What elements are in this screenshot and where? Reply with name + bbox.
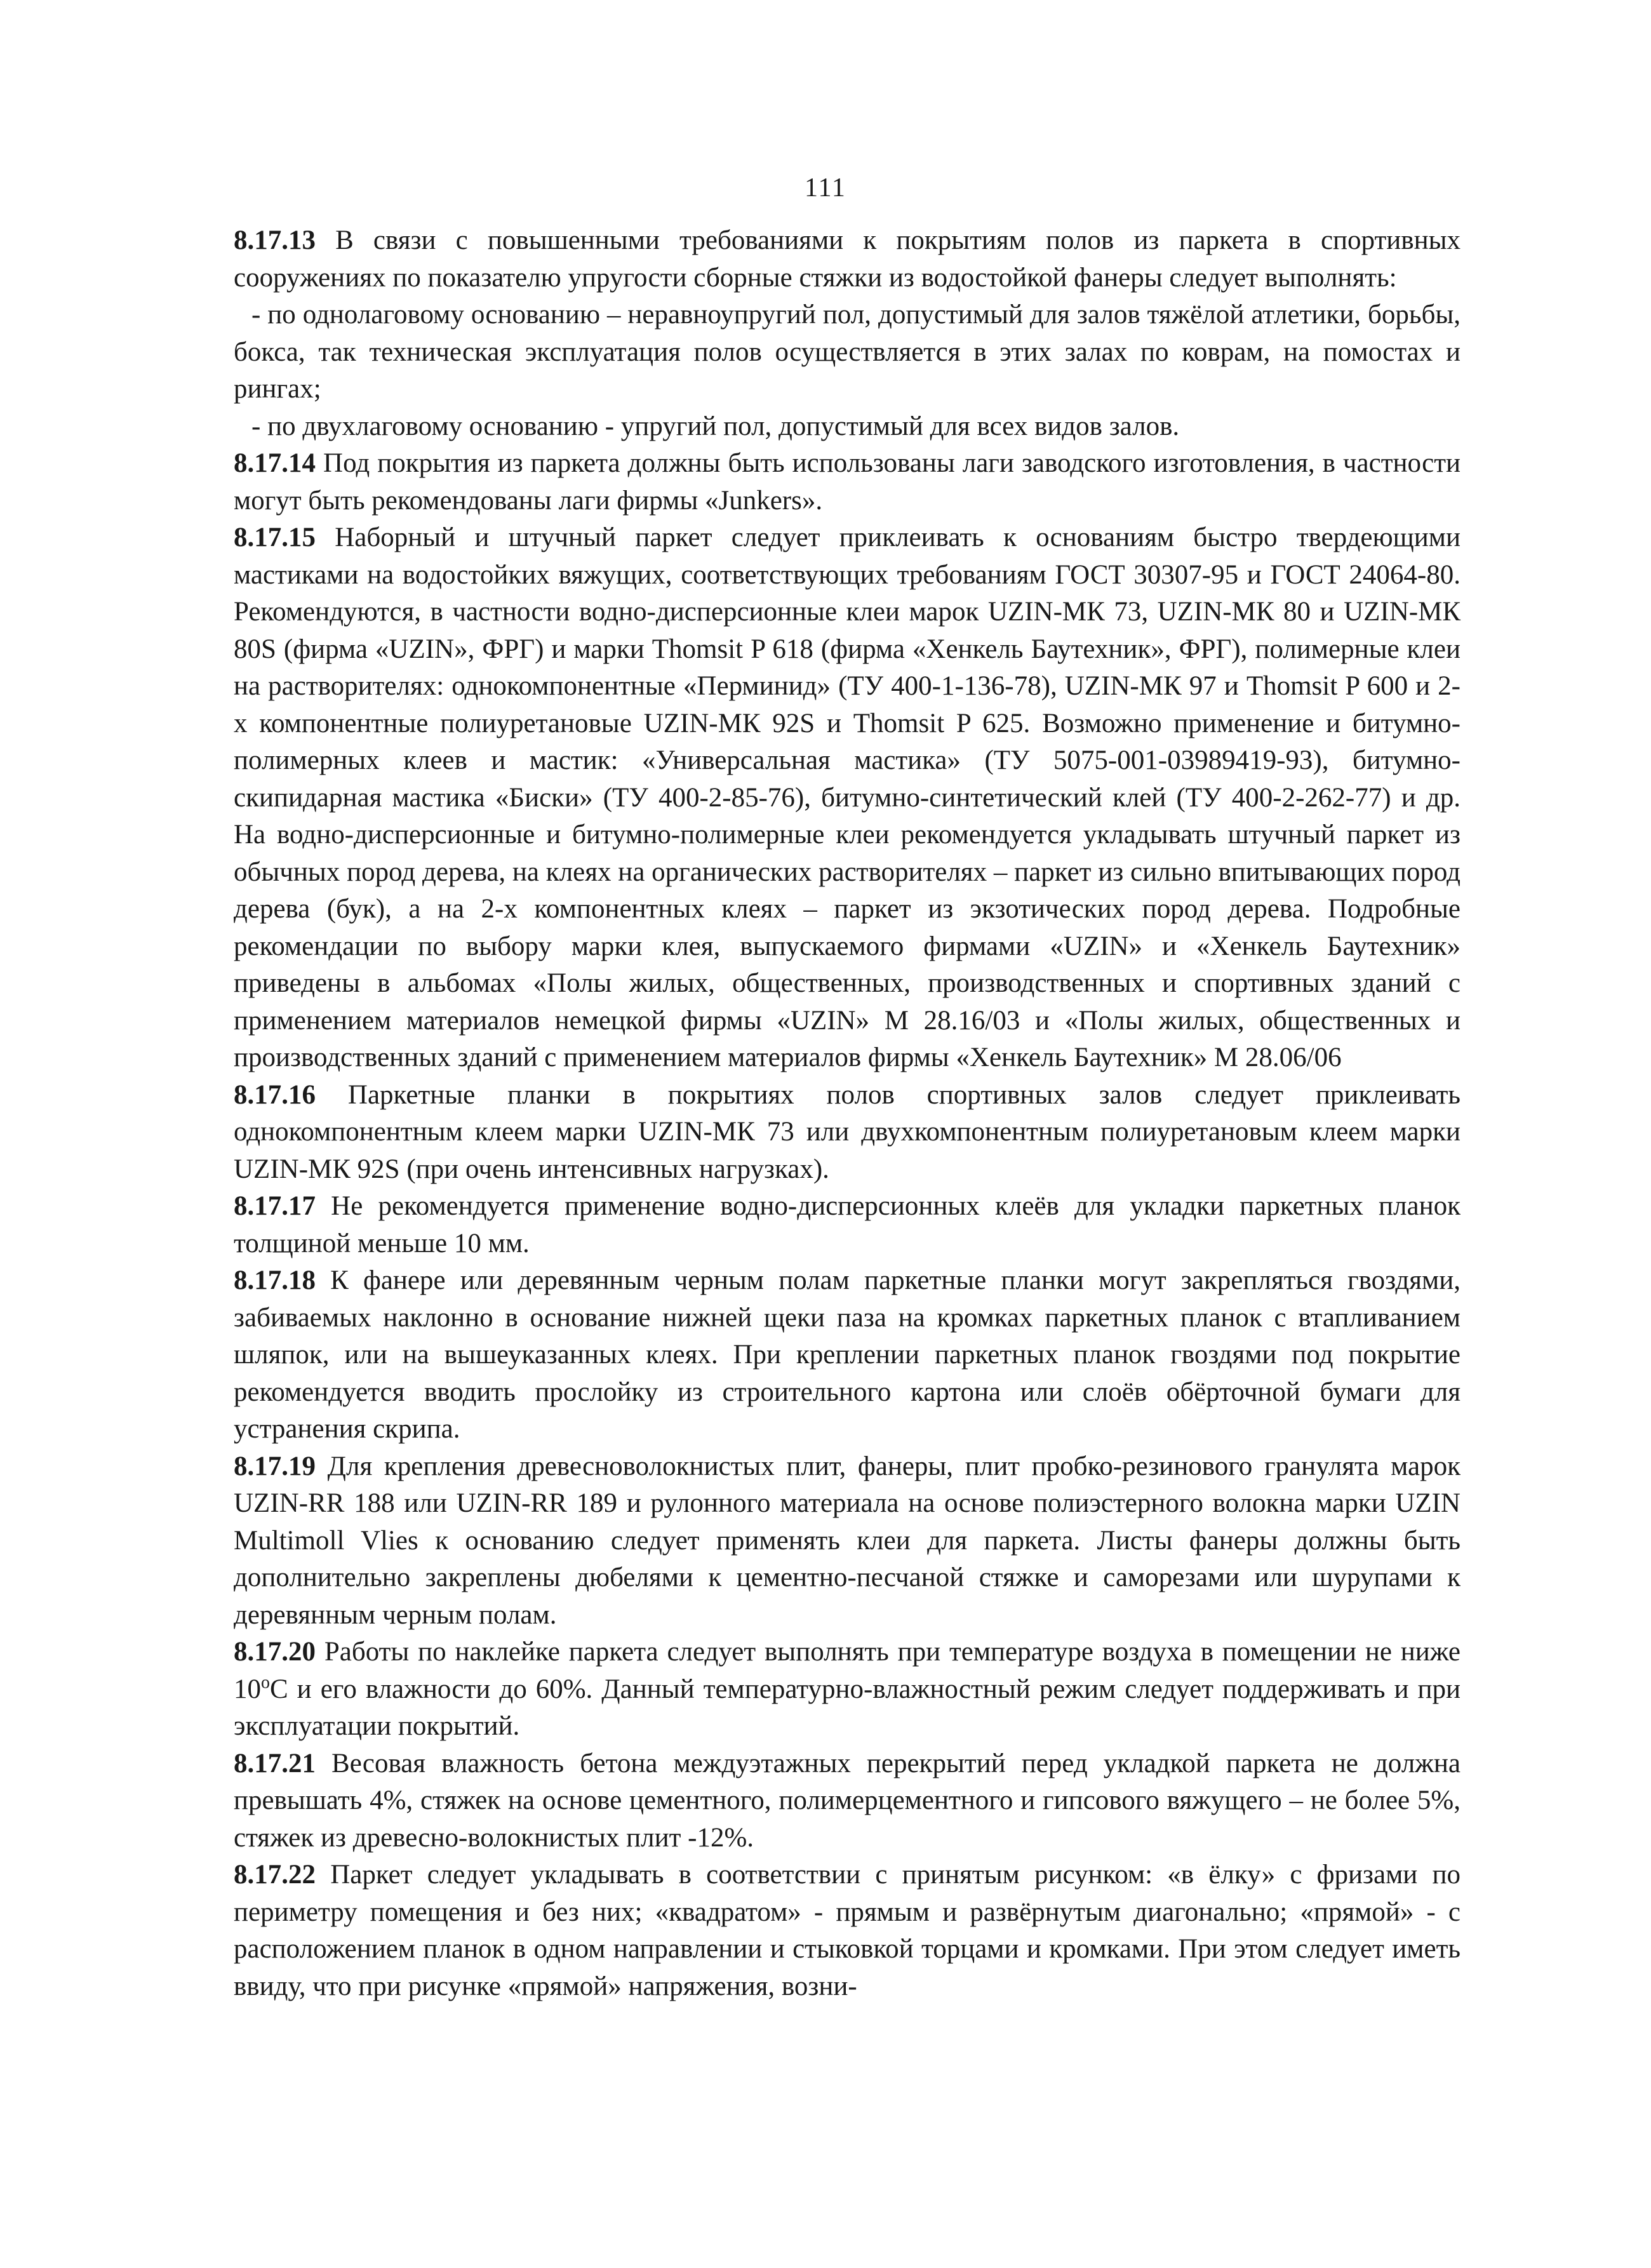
page-number: 111 [805,173,846,203]
clause-8-17-15 [234,519,1460,1077]
clause-text: К фанере или деревянным черным полам паркетные планки могут закрепляться гвоздями, забиваемых наклонно в основание нижней щеки паза на кромках паркетных планок с втапливанием шляпок, или на вышеуказанных клеях. При креплении паркетных планок гвоздями под покрытие рекомендуется вводить прослойку из строительного картона или слоёв обёрточной бумаги для устранения скрипа. [234,1265,1460,1444]
clause-number: 8.17.21 [234,1748,316,1778]
clause-text: В связи с повышенными требованиями к покрытиям полов из паркета в спортивных сооружениях по показателю упругости сборные стяжки из водостойкой фанеры следует выполнять: [234,225,1460,293]
clause-text: Весовая влажность бетона междуэтажных перекрытий перед укладкой паркета не должна превышать 4%, стяжек на основе цементного, полимерцементного и гипсового вяжущего – не более 5%, стяжек из древесно-волокнистых плит -12%. [234,1748,1460,1853]
clause-text: Работы по наклейке паркета следует выполнять при температуре воздуха в помещении не ниже 10 [234,1637,1460,1704]
clause-text: Под покрытия из паркета должны быть использованы лаги заводского изготовления, в частности могут быть рекомендованы лаги фирмы «Junkers». [234,448,1460,516]
clause-number: 8.17.15 [234,523,316,552]
clause-text: Паркетные планки в покрытиях полов спортивных залов следует приклеивать однокомпонентным клеем марки UZIN-МК 73 или двухкомпонентным полиуретановым клеем марки UZIN-МК 92S (при очень интенсивных нагрузках). [234,1079,1460,1184]
list-item-text: - по двухлаговому основанию - упругий пол, допустимый для всех видов залов. [251,411,1180,441]
clause-8-17-17 [234,1188,1460,1262]
clause-text: Не рекомендуется применение водно-дисперсионных клеёв для укладки паркетных планок толщиной меньше 10 мм. [234,1191,1460,1258]
list-item-text: - по однолаговому основанию – неравноупругий пол, допустимый для залов тяжёлой атлетики, борьбы, бокса, так техническая эксплуатация полов осуществляется в этих залах по коврам, на помостах и рингах; [234,300,1460,404]
clause-8-17-18 [234,1262,1460,1448]
clause-text-continued: С и его влажности до 60%. Данный температурно-влажностный режим следует поддерживать и при эксплуатации покрытий. [234,1674,1460,1741]
clause-number: 8.17.22 [234,1860,316,1890]
clause-number: 8.17.19 [234,1451,316,1481]
clause-number: 8.17.14 [234,448,316,478]
list-item-double-lag [234,408,1460,446]
clause-number: 8.17.17 [234,1191,316,1221]
clause-number: 8.17.16 [234,1079,316,1110]
clause-8-17-14 [234,445,1460,519]
clause-8-17-16 [234,1077,1460,1189]
clause-text: Паркет следует укладывать в соответствии с принятым рисунком: «в ёлку» с фризами по периметру помещения и без них; «квадратом» - прямым и развёрнутым диагонально; «прямой» - с расположением планок в одном направлении и стыковкой торцами и кромками. При этом следует иметь ввиду, что при рисунке «прямой» напряжения, возни- [234,1860,1460,2001]
clause-8-17-21 [234,1745,1460,1857]
degree-superscript: o [261,1672,270,1693]
clause-8-17-22 [234,1857,1460,2005]
clause-8-17-13 [234,222,1460,297]
clause-number: 8.17.13 [234,225,316,255]
list-item-single-lag [234,297,1460,408]
clause-8-17-20 [234,1634,1460,1745]
document-body [234,222,1460,2005]
clause-number: 8.17.18 [234,1265,316,1295]
clause-number: 8.17.20 [234,1637,316,1667]
clause-text: Для крепления древесноволокнистых плит, фанеры, плит пробко-резинового гранулята марок UZIN-RR 188 или UZIN-RR 189 и рулонного материала на основе полиэстерного волокна марки UZIN Multimoll Vlies к основанию следует применять клеи для паркета. Листы фанеры должны быть дополнительно закреплены дюбелями к цементно-песчаной стяжке и саморезами или шурупами к деревянным черным полам. [234,1451,1460,1630]
clause-8-17-19 [234,1448,1460,1634]
clause-text: Наборный и штучный паркет следует приклеивать к основаниям быстро твердеющими мастиками на водостойких вяжущих, соответствующих требованиям ГОСТ 30307-95 и ГОСТ 24064-80. Рекомендуются, в частности водно-дисперсионные клеи марок UZIN-МК 73, UZIN-МК 80 и UZIN-МК 80S (фирма «UZIN», ФРГ) и марки Thomsit P 618 (фирма «Хенкель Баутехник», ФРГ), полимерные клеи на растворителях: однокомпонентные «Перминид» (ТУ 400-1-136-78), UZIN-МК 97 и Thomsit P 600 и 2-х компонентные полиуретановые UZIN-МК 92S и Thomsit P 625. Возможно применение и битумно-полимерных клеев и мастик: «Универсальная мастика» (ТУ 5075-001-03989419-93), битумно-скипидарная мастика «Биски» (ТУ 400-2-85-76), битумно-синтетический клей (ТУ 400-2-262-77) и др. На водно-дисперсионные и битумно-полимерные клеи рекомендуется укладывать штучный паркет из обычных пород дерева, на клеях на органических растворителях – паркет из сильно впитывающих пород дерева (бук), а на 2-х компонентных клеях – паркет из экзотических пород дерева. Подробные рекомендации по выбору марки клея, выпускаемого фирмами «UZIN» и «Хенкель Баутехник» приведены в альбомах «Полы жилых, общественных, производственных и спортивных зданий с применением материалов немецкой фирмы «UZIN» М 28.16/03 и «Полы жилых, общественных и производственных зданий с применением материалов фирмы «Хенкель Баутехник» М 28.06/06 [234,523,1460,1072]
